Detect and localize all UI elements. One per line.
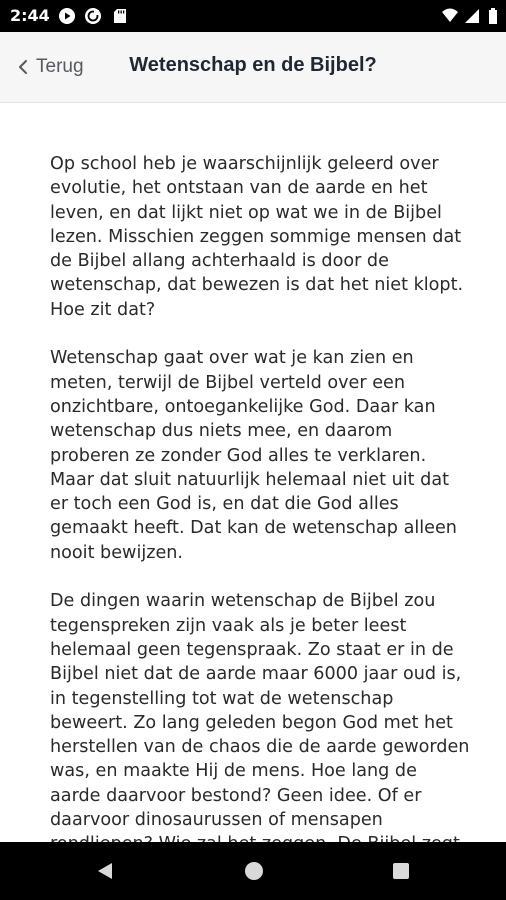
article-paragraph: De dingen waarin wetenschap de Bijbel zou tegenspreken zijn vaak als je beter leest helemaal geen tegenspraak. Zo staat er in de Bijbel niet dat de aarde maar 6000 jaar oud is, in tegenstelling tot wat de wetenschap beweert. Zo lang geleden begon God met het herstellen van de chaos die de aarde geworden was, en maakte Hij de mens. Hoe lang de aarde daarvoor bestond? Geen idee. Of er daarvoor dinosaurussen of mensapen — [50, 591, 470, 831]
app-bar — [0, 32, 506, 103]
home-circle-icon[interactable] — [244, 861, 264, 881]
navigation-bar — [0, 842, 506, 900]
article-paragraph: Wetenschap gaat over wat je kan zien en meten, terwijl de Bijbel verteld over een onzichtbare, ontoegankelijke God. Daar kan wetenschap dus niets mee, en daarom proberen ze zonder God alles te verklaren. Maar dat sluit natuurlijk helemaal niet uit dat er toch een God is, en dat die God alles gemaakt heeft. Dat kan de wetenschap alleen nooit bewijzen. — [50, 348, 457, 563]
article-body[interactable] — [50, 152, 470, 842]
sync-icon — [84, 7, 102, 25]
recents-square-icon[interactable] — [391, 861, 411, 881]
sd-card-icon — [111, 7, 129, 25]
article-paragraph: Op school heb je waarschijnlijk geleerd over evolutie, het ontstaan van de aarde en het leven, en dat lijkt niet op wat we in de Bijbel lezen. Misschien zeggen sommige mensen dat de Bijbel allang achterhaald is door de wetenschap, dat bewezen is dat het niet klopt. Hoe zit dat? — [50, 154, 464, 320]
page-title: Wetenschap en de Bijbel? — [129, 54, 377, 76]
wifi-icon — [441, 7, 459, 25]
play-store-icon — [58, 7, 76, 25]
back-triangle-icon[interactable] — [95, 861, 115, 881]
battery-icon — [484, 7, 502, 25]
back-label: Terug — [36, 56, 84, 77]
signal-icon — [463, 7, 481, 25]
status-bar — [0, 0, 506, 32]
status-time: 2:44 — [10, 6, 50, 25]
